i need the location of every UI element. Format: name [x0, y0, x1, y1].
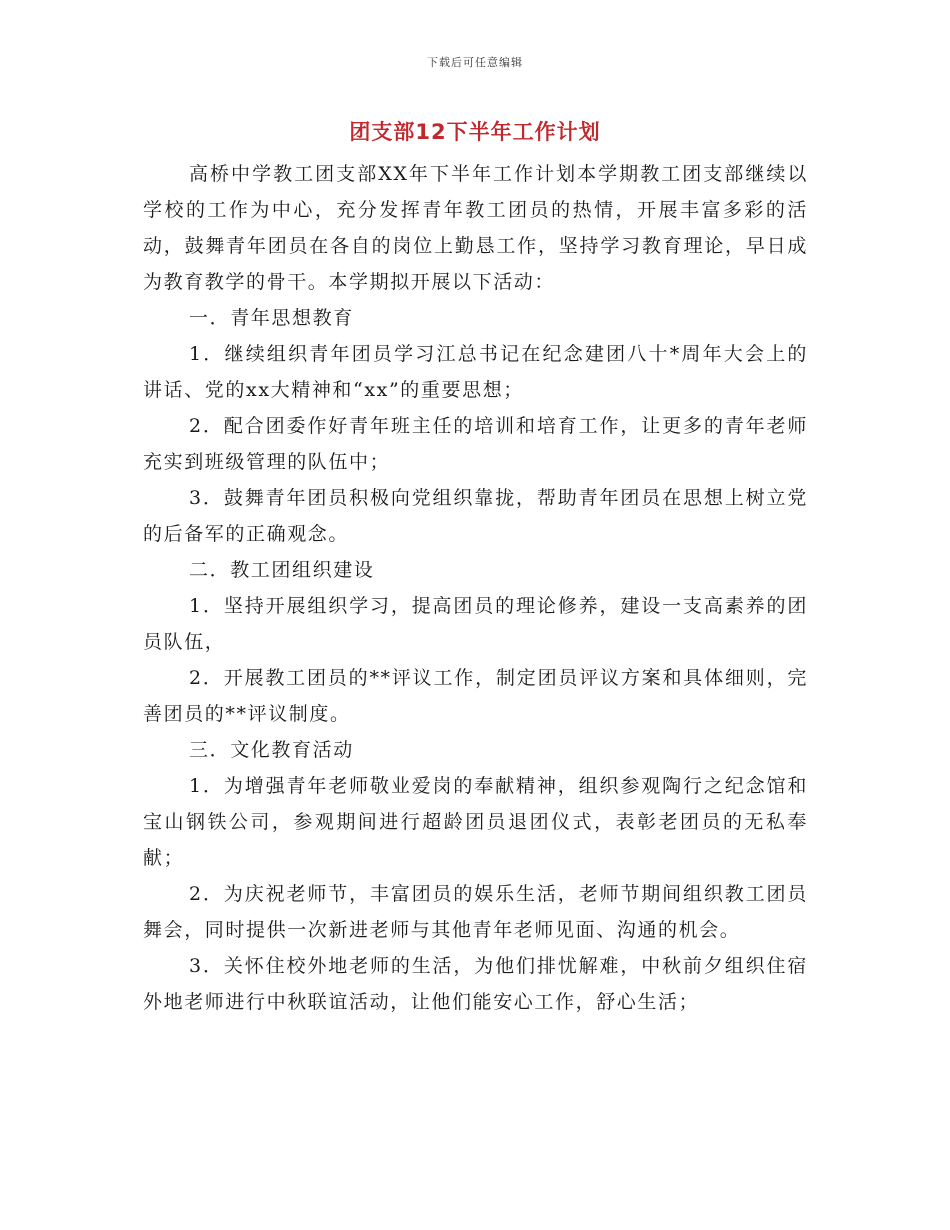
- list-item: 3．关怀住校外地老师的生活，为他们排忧解难，中秋前夕组织住宿外地老师进行中秋联谊活动，让他们能安心工作，舒心生活；: [143, 955, 808, 1013]
- section-heading-culture-activities: 三．文化教育活动: [189, 739, 354, 761]
- section-heading-organization: 二．教工团组织建设: [189, 559, 375, 581]
- section-heading-youth-ideology: 一．青年思想教育: [189, 307, 354, 329]
- list-item: 1．为增强青年老师敬业爱岗的奉献精神，组织参观陶行之纪念馆和宝山钢铁公司，参观期间进行超龄团员退团仪式，表彰老团员的无私奉献；: [143, 775, 808, 869]
- list-item: 1．继续组织青年团员学习江总书记在纪念建团八十*周年大会上的讲话、党的xx大精神和“xx”的重要思想；: [143, 343, 808, 401]
- document-body: [143, 156, 808, 1020]
- document-title: 团支部12下半年工作计划: [349, 120, 601, 144]
- list-item: 2．为庆祝老师节，丰富团员的娱乐生活，老师节期间组织教工团员舞会，同时提供一次新进老师与其他青年老师见面、沟通的机会。: [143, 883, 808, 941]
- list-item: 2．配合团委作好青年班主任的培训和培育工作，让更多的青年老师充实到班级管理的队伍中；: [143, 415, 808, 473]
- intro-paragraph: 高桥中学教工团支部XX年下半年工作计划本学期教工团支部继续以学校的工作为中心，充分发挥青年教工团员的热情，开展丰富多彩的活动，鼓舞青年团员在各自的岗位上勤恳工作，坚持学习教育理论，早日成为教育教学的骨干。本学期拟开展以下活动：: [143, 163, 808, 293]
- list-item: 1．坚持开展组织学习，提高团员的理论修养，建设一支高素养的团员队伍，: [143, 595, 808, 653]
- list-item: 2．开展教工团员的**评议工作，制定团员评议方案和具体细则，完善团员的**评议制度。: [143, 667, 808, 725]
- header-note: 下载后可任意编辑: [427, 56, 523, 69]
- list-item: 3．鼓舞青年团员积极向党组织靠拢，帮助青年团员在思想上树立党的后备军的正确观念。: [143, 487, 808, 545]
